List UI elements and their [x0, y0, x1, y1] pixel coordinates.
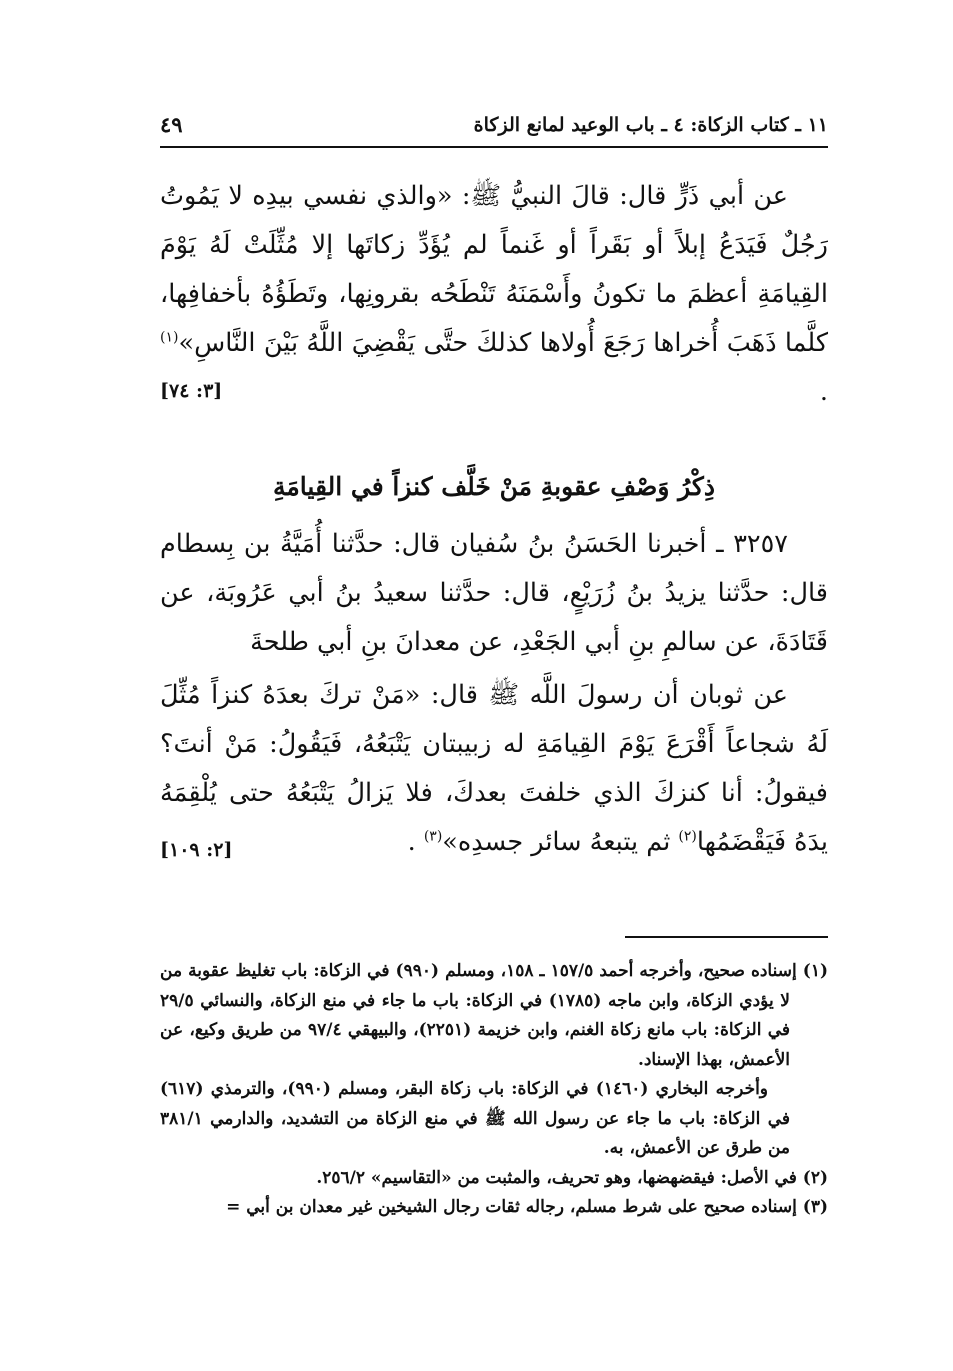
isnad-text: ٣٢٥٧ ـ أخبرنا الحَسَنُ بنُ سُفيان قال: حدَّثنا أُمَيَّةُ بن بِسطام قال: حدَّثنا يزيدُ بنُ زُرَيْعٍ، قال: حدَّثنا سعيدُ بنُ أبي عَرُوبَة، عن قَتَادَةَ، عن سالمِ بنِ أبي الجَعْدِ، عن معدانَ بنِ أبي طلحةَ — [160, 529, 828, 657]
footnote-1: (١) إسناده صحيح، وأخرجه أحمد ١٥٧/٥ ـ ١٥٨، ومسلم (٩٩٠) في الزكاة: باب تغليظ عقوبة من لا يؤدي الزكاة، وابن ماجه (١٧٨٥) في الزكاة: باب ما جاء في منع الزكاة، والنسائي ٢٩/٥ في الزكاة: باب مانع زكاة الغنم، وابن خزيمة (٢٢٥١)، والبيهقي ٩٧/٤ من طريق وكيع، عن الأعمش، بهذا الإسناد. — [160, 961, 828, 1070]
hadith-paragraph-2 — [160, 671, 828, 867]
page-header — [160, 110, 828, 148]
footnotes — [160, 957, 828, 1223]
hadith-1-reference: [٣: ٧٤] — [160, 380, 223, 402]
footnote-marker-2: (٢) — [678, 828, 697, 845]
page-number: ٤٩ — [160, 112, 183, 137]
hadith-1-end: . — [819, 377, 828, 407]
footnote-marker-1: (١) — [160, 329, 179, 346]
isnad-paragraph — [160, 520, 828, 667]
hadith-2-text-a: عن ثوبان أن رسولَ اللَّه ﷺ قال: «مَنْ تركَ بعدَهُ كنزاً مُثِّلَ لَهُ شجاعاً أَقْرَعَ يَوْمَ القِيامَةِ له زبيبتان يَتْبَعُهُ، فَيَقُولُ: مَنْ أنتَ؟ فيقولُ: أنا كنزكَ الذي خلفتَ بعدكَ، فلا يَزالُ يَتْبَعُهُ حتى يُلْقِمَهُ يدَهُ فَيَقْضَمُها — [160, 680, 828, 857]
footnote-2: (٢) في الأصل: فيقضهضها، وهو تحريف، والمثبت من «التقاسيم» ٢٥٦/٢. — [316, 1167, 828, 1188]
hadith-paragraph-1 — [160, 172, 828, 417]
hadith-1-text: عن أبي ذَرٍّ قال: قالَ النبيُّ ﷺ: «والذي نفسي بيدِه لا يَمُوتُ رَجُلٌ فَيَدَعُ إبلاً أو بَقَراً أو غَنماً لم يُؤَدِّ زكاتَها إلا مُثِّلَتْ لَهُ يَوْمَ القِيامَةِ أعظمَ ما تكونُ وأَسْمَنَهُ تَنْطَحُه بقرونِها، وتَطَؤُهُ بأخفافِها، كلَّما ذَهَبَ أُخراها رَجَعَ أُولاها كذلكَ حتَّى يَقْضِيَ اللَّهُ بَيْنَ النَّاسِ» — [160, 181, 828, 358]
hadith-2-text-b: ثم يتبعهُ سائر جسدِه» — [442, 827, 671, 857]
footnote-separator — [625, 936, 828, 938]
running-title: ١١ ـ كتاب الزكاة: ٤ ـ باب الوعيد لمانع الزكاة — [473, 114, 828, 136]
footnote-marker-3: (٣) — [423, 828, 443, 845]
hadith-2-end: . — [407, 827, 416, 857]
hadith-2-reference: [٢: ١٠٩] — [160, 839, 233, 861]
section-heading: ذِكْرُ وَصْفِ عقوبةِ مَنْ خَلَّف كنزاً في القِيامَةِ — [273, 472, 715, 501]
footnote-1-continued: وأخرجه البخاري (١٤٦٠) في الزكاة: باب زكاة البقر، ومسلم (٩٩٠)، والترمذي (٦١٧) في الزكاة: باب ما جاء عن رسول الله ﷺ في منع الزكاة من التشديد، والدارمي ٣٨١/١ من طرق عن الأعمش، به. — [160, 1079, 790, 1158]
footnote-3: (٣) إسناده صحيح على شرط مسلم، رجاله ثقات رجال الشيخين غير معدان بن أبي = — [226, 1197, 828, 1217]
